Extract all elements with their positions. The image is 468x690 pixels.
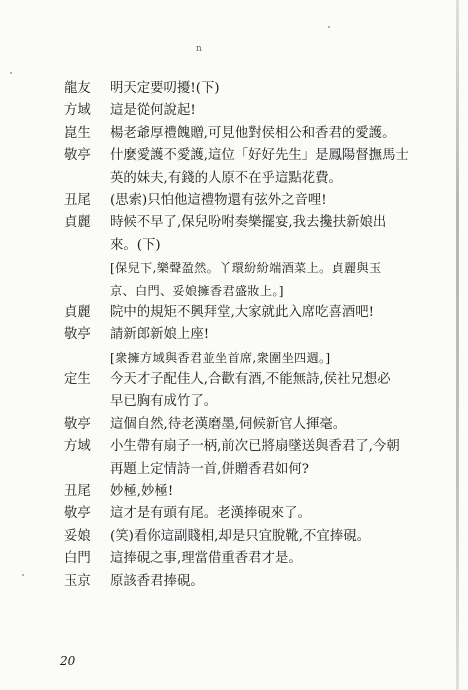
script-line [56,280,451,302]
dialogue-text: 早已胸有成竹了。 [110,394,218,410]
script-line [56,391,451,413]
script-line [56,503,451,525]
dialogue-text: (笑)看你這副賤相,却是只宜脫靴,不宜捧硯。 [110,528,370,544]
dialogue-text: 這捧硯之事,理當借重香君才是。 [110,551,302,567]
script-line [56,436,451,458]
speaker-name: 貞麗 [64,304,91,320]
stage-direction: 京、白門、妥娘擁香君盛妝上。] [110,283,284,298]
speaker-name: 白門 [64,551,91,567]
dialogue-text: 這是從何說起! [110,103,196,119]
speaker-name: 敬亭 [64,416,91,432]
dialogue-text: (思索)只怕他這禮物還有弦外之音哩! [110,192,327,208]
script-line [56,100,451,122]
script-line [56,168,451,190]
page-number: 20 [60,654,76,668]
speaker-name: 敬亭 [64,506,91,522]
dialogue-text: 院中的規矩不興拜堂,大家就此入席吃喜酒吧! [110,304,375,320]
speaker-name: 敬亭 [64,327,91,343]
script-line [56,481,451,503]
dialogue-text: 來。(下) [110,237,161,253]
dialogue-text: 這個自然,待老漢磨墨,伺候新官人揮毫。 [110,416,347,432]
dialogue-text: 再題上定情詩一首,併贈香君如何? [110,461,309,477]
script-line [56,212,451,234]
speaker-name: 丑尾 [64,484,91,500]
dialogue-text: 小生帶有扇子一柄,前次已將扇墜送與香君了,今朝 [110,439,400,455]
dialogue-text: 請新郎新娘上座! [110,327,210,343]
speck [10,72,12,74]
speaker-name: 方域 [64,439,91,455]
dialogue-text: 原該香君捧硯。 [110,573,204,589]
speck [328,26,330,28]
dialogue-text: 時候不早了,保兒吩咐奏樂擺宴,我去攙扶新娘出 [110,215,387,231]
dialogue-text: 什麼愛護不愛護,這位「好好先生」是鳳陽督撫馬士 [110,148,409,164]
dialogue-text: 今天才子配佳人,合歡有酒,不能無詩,侯社兄想必 [110,372,391,388]
speaker-name: 敬亭 [64,148,91,164]
speaker-name: 崑生 [64,125,91,141]
dialogue-text: 英的妹夫,有錢的人原不在乎這點花費。 [110,170,342,186]
speaker-name: 妥娘 [64,528,91,544]
speck [22,574,24,576]
script-line [56,548,451,570]
script-line [56,145,451,167]
speaker-name: 方域 [64,103,91,119]
speaker-name: 貞麗 [64,215,91,231]
dialogue-text: 妙極,妙極! [110,484,174,500]
dialogue-text: 楊老爺厚禮餽贈,可見他對侯相公和香君的愛護。 [110,125,396,141]
script-line [56,526,451,548]
script-line [56,78,451,100]
script-line [56,123,451,145]
speaker-name: 定生 [64,372,91,388]
speaker-name: 玉京 [64,573,91,589]
script-line [56,459,451,481]
script-line [56,324,451,346]
dialogue-text: 明天定要叨擾!(下) [110,81,220,96]
stage-direction: [保兒下,樂聲盈然。丫環紛紛端酒菜上。貞麗與玉 [110,261,382,276]
script-line [56,347,451,369]
speaker-name: 龍友 [64,81,91,96]
script-line [56,235,451,257]
stage-direction: [衆擁方域與香君並坐首席,衆圍坐四週。] [110,350,331,365]
script-line [56,257,451,279]
dialogue-text: 這才是有頭有尾。老漢捧硯來了。 [110,506,311,522]
script-line [56,571,451,593]
page-spine-shadow [456,0,459,690]
script-line [56,369,451,391]
speaker-name: 丑尾 [64,192,91,208]
page-mark: n [196,44,202,54]
script-line [56,414,451,436]
script-line [56,302,451,324]
script-text [56,78,451,593]
script-line [56,190,451,212]
